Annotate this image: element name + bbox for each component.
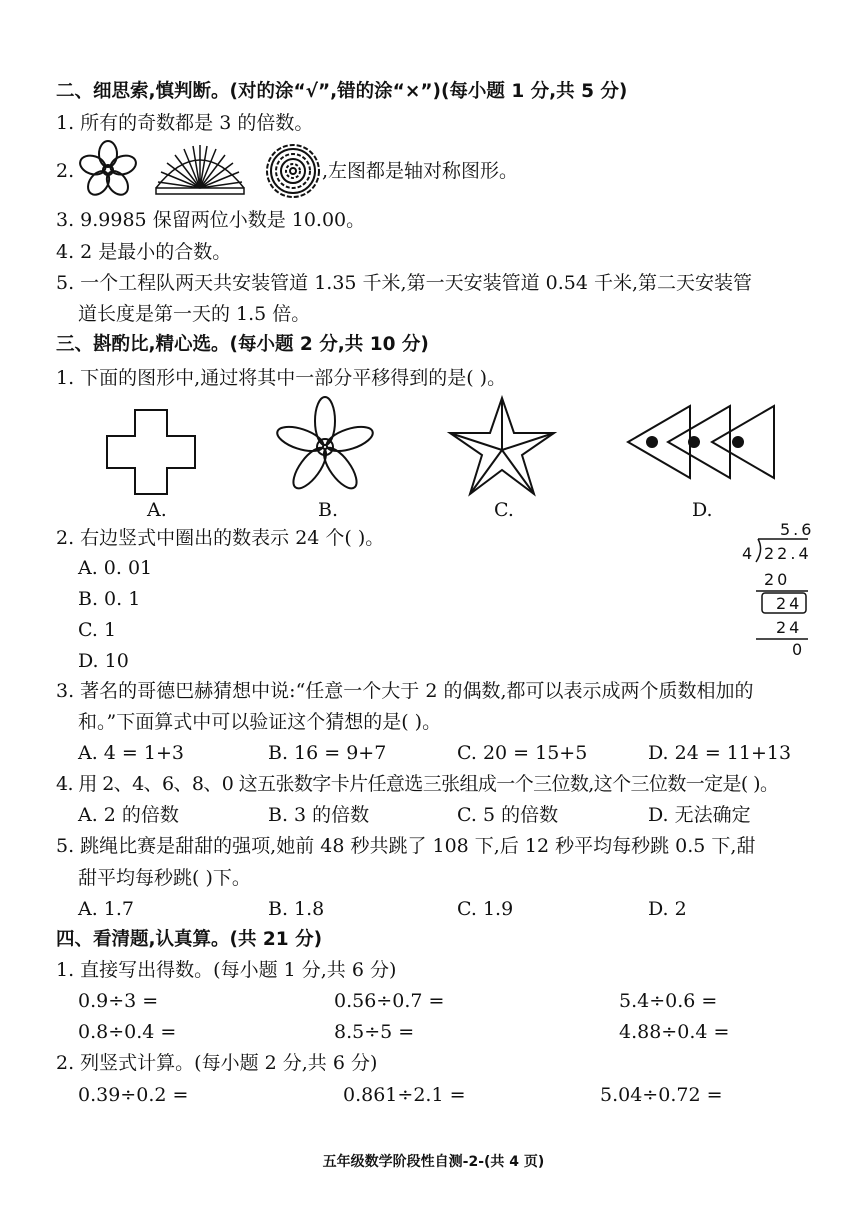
- division-step-3: 24: [776, 618, 803, 637]
- s3-q5-option-b: B. 1.8: [268, 898, 325, 920]
- s4-question-2: 2. 列竖式计算。(每小题 2 分,共 6 分): [56, 1052, 378, 1074]
- s4-q2-item-1: 0.39÷0.2 =: [78, 1084, 189, 1106]
- s3-q3-option-a: A. 4 = 1+3: [78, 742, 184, 764]
- s3-q1-label-c: C.: [494, 499, 514, 521]
- s3-question-2: 2. 右边竖式中圈出的数表示 24 个( )。: [56, 527, 385, 549]
- s3-question-3-line1: 3. 著名的哥德巴赫猜想中说:“任意一个大于 2 的偶数,都可以表示成两个质数相加的: [56, 680, 754, 702]
- long-division: [740, 520, 815, 660]
- s3-q2-option-d: D. 10: [78, 650, 129, 672]
- section3-heading: 三、斟酌比,精心选。(每小题 2 分,共 10 分): [56, 334, 429, 355]
- five-petal-flower-figure: [270, 395, 380, 495]
- division-remainder: 0: [792, 640, 806, 659]
- s3-question-5-line1: 5. 跳绳比赛是甜甜的强项,她前 48 秒共跳了 108 下,后 12 秒平均每秒跳 0.5 下,甜: [56, 835, 756, 857]
- s4-q2-item-3: 5.04÷0.72 =: [600, 1084, 723, 1106]
- s3-question-4: 4. 用 2、4、6、8、0 这五张数字卡片任意选三张组成一个三位数,这个三位数一定是( )。: [56, 773, 779, 795]
- s3-q5-option-d: D. 2: [648, 898, 687, 920]
- s3-q2-option-b: B. 0. 1: [78, 588, 141, 610]
- division-dividend: 22.4: [764, 544, 812, 563]
- s3-q5-option-a: A. 1.7: [78, 898, 135, 920]
- section4-heading: 四、看清题,认真算。(共 21 分): [56, 929, 323, 950]
- cross-figure: [105, 408, 197, 496]
- flower-figure: [78, 140, 138, 200]
- s2-question-1: 1. 所有的奇数都是 3 的倍数。: [56, 112, 314, 134]
- s3-question-5-line2: 甜平均每秒跳( )下。: [78, 867, 251, 889]
- s3-q4-option-d: D. 无法确定: [648, 804, 751, 826]
- s3-q2-option-c: C. 1: [78, 619, 117, 641]
- s2-question-4: 4. 2 是最小的合数。: [56, 241, 232, 263]
- s4-q1-item-1: 0.9÷3 =: [78, 990, 159, 1012]
- s3-q1-label-d: D.: [692, 499, 713, 521]
- division-divisor: 4: [742, 544, 756, 563]
- fan-figure: [152, 142, 248, 198]
- s3-q1-label-a: A.: [147, 499, 167, 521]
- s4-q1-item-4: 0.8÷0.4 =: [78, 1021, 177, 1043]
- s3-q3-option-c: C. 20 = 15+5: [457, 742, 588, 764]
- s4-q1-item-6: 4.88÷0.4 =: [619, 1021, 730, 1043]
- s2-question-3: 3. 9.9985 保留两位小数是 10.00。: [56, 209, 366, 231]
- s2-question-2-number: 2.: [56, 160, 75, 182]
- s3-q4-option-a: A. 2 的倍数: [78, 804, 179, 826]
- concentric-flower-figure: [264, 142, 322, 200]
- s4-q1-item-3: 5.4÷0.6 =: [619, 990, 718, 1012]
- s3-question-1: 1. 下面的图形中,通过将其中一部分平移得到的是( )。: [56, 367, 507, 389]
- translated-triangles-figure: [624, 404, 780, 484]
- page-footer: 五年级数学阶段性自测-2-(共 4 页): [322, 1154, 545, 1170]
- division-step-2-circled: 24: [776, 594, 803, 613]
- s4-q1-item-2: 0.56÷0.7 =: [334, 990, 445, 1012]
- star-figure: [446, 395, 558, 497]
- s2-question-2-text: ,左图都是轴对称图形。: [322, 160, 519, 182]
- division-step-1: 20: [764, 570, 791, 589]
- s3-q1-label-b: B.: [318, 499, 339, 521]
- s2-question-5-line1: 5. 一个工程队两天共安装管道 1.35 千米,第一天安装管道 0.54 千米,第二天安装管: [56, 272, 753, 294]
- s3-q2-option-a: A. 0. 01: [78, 557, 153, 579]
- s3-q3-option-b: B. 16 = 9+7: [268, 742, 387, 764]
- s3-q4-option-b: B. 3 的倍数: [268, 804, 370, 826]
- s3-question-3-line2: 和。”下面算式中可以验证这个猜想的是( )。: [78, 711, 442, 733]
- section2-heading: 二、细思索,慎判断。(对的涂“√”,错的涂“×”)(每小题 1 分,共 5 分): [56, 81, 628, 102]
- s2-question-5-line2: 道长度是第一天的 1.5 倍。: [78, 303, 311, 325]
- s4-q1-item-5: 8.5÷5 =: [334, 1021, 415, 1043]
- s3-q5-option-c: C. 1.9: [457, 898, 514, 920]
- s4-question-1: 1. 直接写出得数。(每小题 1 分,共 6 分): [56, 959, 397, 981]
- s3-q3-option-d: D. 24 = 11+13: [648, 742, 792, 764]
- s3-q4-option-c: C. 5 的倍数: [457, 804, 559, 826]
- s4-q2-item-2: 0.861÷2.1 =: [343, 1084, 466, 1106]
- division-quotient: 5.6: [780, 520, 815, 539]
